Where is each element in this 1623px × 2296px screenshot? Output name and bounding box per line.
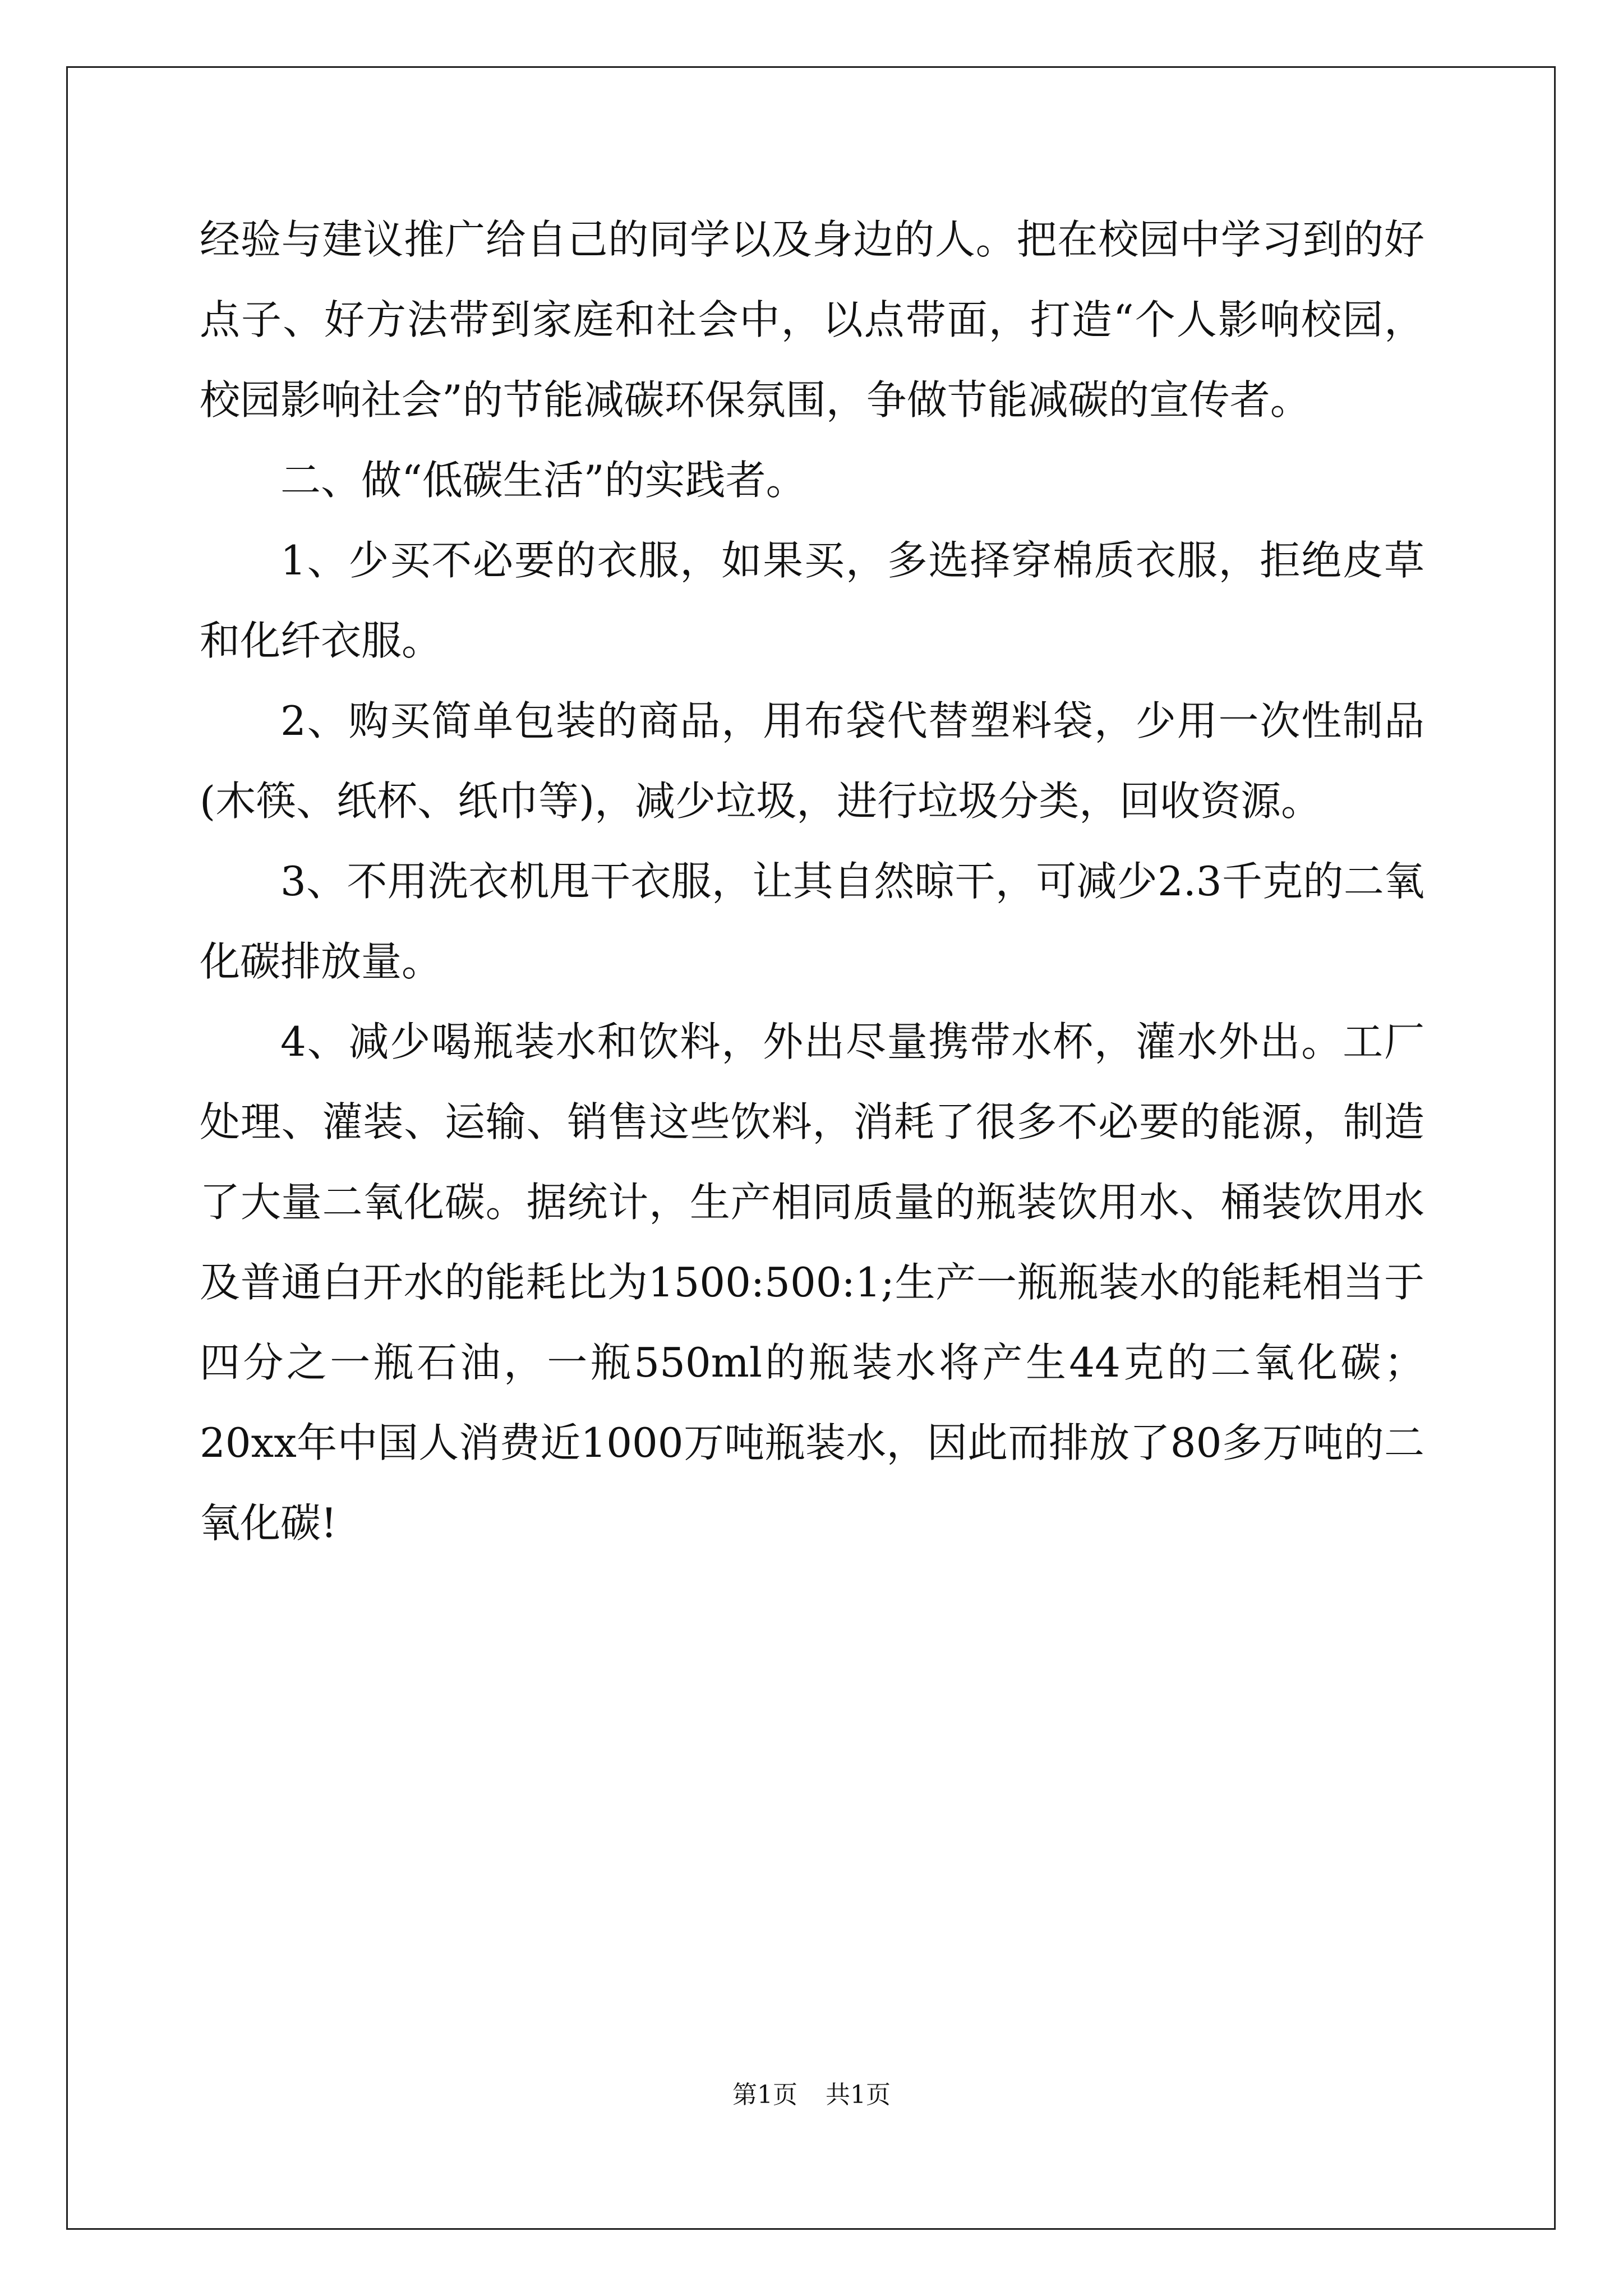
page-footer <box>0 2078 1623 2112</box>
list-item-4: 4、减少喝瓶装水和饮料，外出尽量携带水杯，灌水外出。工厂处理、灌装、运输、销售这些饮料，消耗了很多不必要的能源，制造了大量二氧化碳。据统计，生产相同质量的瓶装饮用水、桶装饮用水及普通白开水的能耗比为1500:500:1;生产一瓶瓶装水的能耗相当于四分之一瓶石油，一瓶550ml的瓶装水将产生44克的二氧化碳；20xx年中国人消费近1000万吨瓶装水，因此而排放了80多万吨的二氧化碳! <box>200 1018 1424 1547</box>
list-item-3: 3、不用洗衣机甩干衣服，让其自然晾干，可减少2.3千克的二氧化碳排放量。 <box>200 858 1424 985</box>
paragraph-continuation: 经验与建议推广给自己的同学以及身边的人。把在校园中学习到的好点子、好方法带到家庭和社会中，以点带面，打造“个人影响校园，校园影响社会”的节能减碳环保氛围，争做节能减碳的宣传者。 <box>200 216 1424 424</box>
page-number-current: 第1页 <box>732 2081 797 2109</box>
list-item-2: 2、购买简单包装的商品，用布袋代替塑料袋，少用一次性制品(木筷、纸杯、纸巾等)，减少垃圾，进行垃圾分类，回收资源。 <box>200 697 1424 825</box>
document-body <box>200 200 1424 1563</box>
list-item-1: 1、少买不必要的衣服，如果买，多选择穿棉质衣服，拒绝皮草和化纤衣服。 <box>200 537 1424 664</box>
page-number-total: 共1页 <box>826 2081 891 2109</box>
section-heading: 二、做“低碳生活”的实践者。 <box>280 457 806 504</box>
